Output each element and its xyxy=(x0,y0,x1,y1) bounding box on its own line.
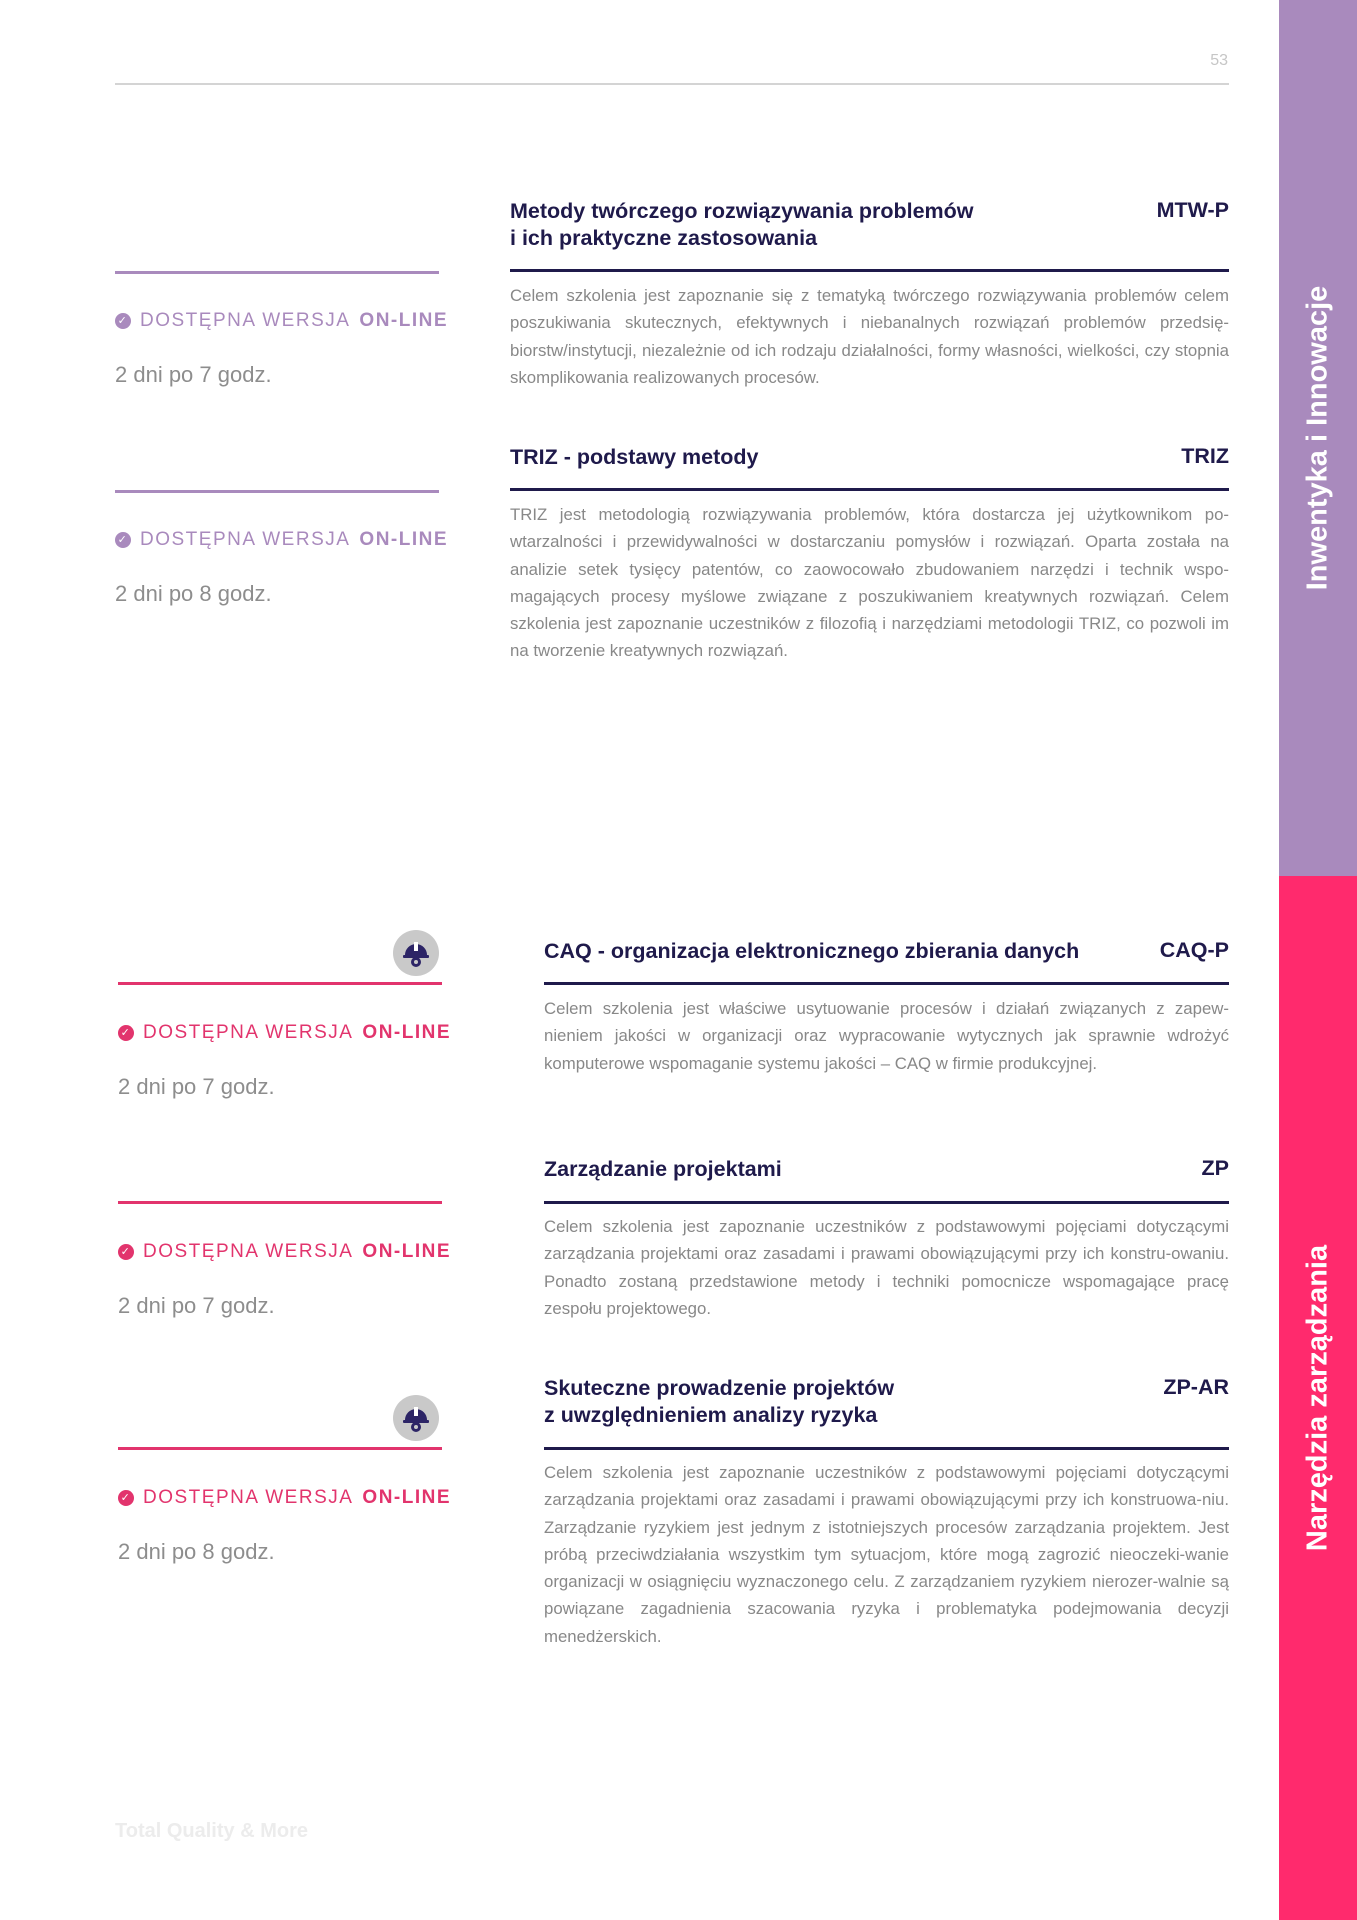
course-rule xyxy=(544,1447,1229,1450)
side-tab-innovation xyxy=(1279,0,1357,876)
check-circle-icon: ✓ xyxy=(115,532,131,548)
course-divider xyxy=(118,1447,442,1450)
side-tab-management xyxy=(1279,876,1357,1920)
course-title: Zarządzanie projektami xyxy=(544,1157,782,1181)
course-rule xyxy=(544,982,1229,985)
online-badge: ✓ DOSTĘPNA WERSJA ON-LINE xyxy=(118,1022,451,1044)
online-badge: ✓ DOSTĘPNA WERSJA ON-LINE xyxy=(118,1241,451,1263)
check-circle-icon: ✓ xyxy=(115,313,131,329)
course-rule xyxy=(510,488,1229,491)
course-title: CAQ - organizacja elektronicznego zbierania danych xyxy=(544,939,1080,963)
course-code: ZP xyxy=(1201,1156,1229,1180)
course-divider xyxy=(115,271,439,274)
course-duration: 2 dni po 7 godz. xyxy=(118,1074,275,1099)
course-title: TRIZ - podstawy metody xyxy=(510,445,759,469)
footer-brand: Total Quality & More xyxy=(115,1820,308,1842)
course-divider xyxy=(118,1201,442,1204)
side-tab-label: Inwentyka i Innowacje xyxy=(1301,285,1334,591)
course-code: TRIZ xyxy=(1181,444,1229,468)
helmet-gear-icon xyxy=(393,930,439,976)
course-divider xyxy=(118,982,442,985)
course-duration: 2 dni po 7 godz. xyxy=(115,362,272,387)
course-description: Celem szkolenia jest właściwe usytuowanie procesów i działań związanych z zapew-nieniem jakości w organizacji oraz wypracowanie wytycznych jak sprawnie wdrożyć komputerowe wspomaganie systemu jakości – CAQ w firmie produkcyjnej. xyxy=(544,999,1229,1073)
course-description: Celem szkolenia jest zapoznanie uczestników z podstawowymi pojęciami dotyczącymi zarządzania projektami oraz zasadami i prawami obowiązującymi przy ich konstru-owaniu. Ponadto zostaną przedstawione metody i techniki pomocnicze wspomagające pracę zespołu projektowego. xyxy=(544,1217,1229,1318)
helmet-gear-icon xyxy=(393,1395,439,1441)
course-description: Celem szkolenia jest zapoznanie się z tematyką twórczego rozwiązywania problemów celem poszukiwania skutecznych, efektywnych i niebanalnych rozwiązań problemów przedsię-biorstw/instytucji, niezależnie od ich rodzaju działalności, formy własności, wielkości, czy stopnia skomplikowania realizowanych procesów. xyxy=(510,286,1229,387)
course-title: Skuteczne prowadzenie projektów z uwzględnieniem analizy ryzyka xyxy=(544,1376,895,1427)
check-circle-icon: ✓ xyxy=(118,1490,134,1506)
side-tab-label: Narzędzia zarządzania xyxy=(1301,1244,1334,1552)
header-rule xyxy=(115,83,1229,85)
check-circle-icon: ✓ xyxy=(118,1244,134,1260)
online-badge: ✓ DOSTĘPNA WERSJA ON-LINE xyxy=(118,1487,451,1509)
course-title: Metody twórczego rozwiązywania problemów i ich praktyczne zastosowania xyxy=(510,199,974,250)
course-duration: 2 dni po 7 godz. xyxy=(118,1293,275,1318)
course-duration: 2 dni po 8 godz. xyxy=(115,581,272,606)
course-description: TRIZ jest metodologią rozwiązywania problemów, która dostarcza jej użytkownikom po-wtarzalności i przewidywalności w dostarczaniu pomysłów i rozwiązań. Oparta została na analizie setek tysięcy patentów, co zaowocowało zbudowaniem narzędzi i technik wspo-magających procesy myślowe związane z poszukiwaniem kreatywnych rozwiązań. Celem szkolenia jest zapoznanie uczestników z filozofią i narzędziami metodologii TRIZ, co pozwoli im na tworzenie kreatywnych rozwiązań. xyxy=(510,505,1229,661)
course-divider xyxy=(115,490,439,493)
course-rule xyxy=(510,269,1229,272)
course-code: ZP-AR xyxy=(1163,1375,1229,1399)
course-code: MTW-P xyxy=(1156,198,1229,222)
course-description: Celem szkolenia jest zapoznanie uczestników z podstawowymi pojęciami dotyczącymi zarządzania projektami oraz zasadami i prawami obowiązującymi przy ich konstruowa-niu. Zarządzanie ryzykiem jest jednym z istotniejszych procesów zarządzania projektem. Jest próbą przeciwdziałania wszystkim tym sytuacjom, które mogą zagrozić nieoczeki-wanie organizacji w osiągnięciu wyznaczonego celu. Z zarządzaniem ryzykiem nierozer-walnie są powiązane zagadnienia szacowania ryzyka i problematyka podejmowania decyzji menedżerskich. xyxy=(544,1463,1229,1646)
page-number: 53 xyxy=(1210,52,1228,69)
online-badge: ✓ DOSTĘPNA WERSJA ON-LINE xyxy=(115,310,448,332)
check-circle-icon: ✓ xyxy=(118,1025,134,1041)
online-badge: ✓ DOSTĘPNA WERSJA ON-LINE xyxy=(115,529,448,551)
course-code: CAQ-P xyxy=(1159,938,1229,962)
course-rule xyxy=(544,1201,1229,1204)
course-duration: 2 dni po 8 godz. xyxy=(118,1539,275,1564)
